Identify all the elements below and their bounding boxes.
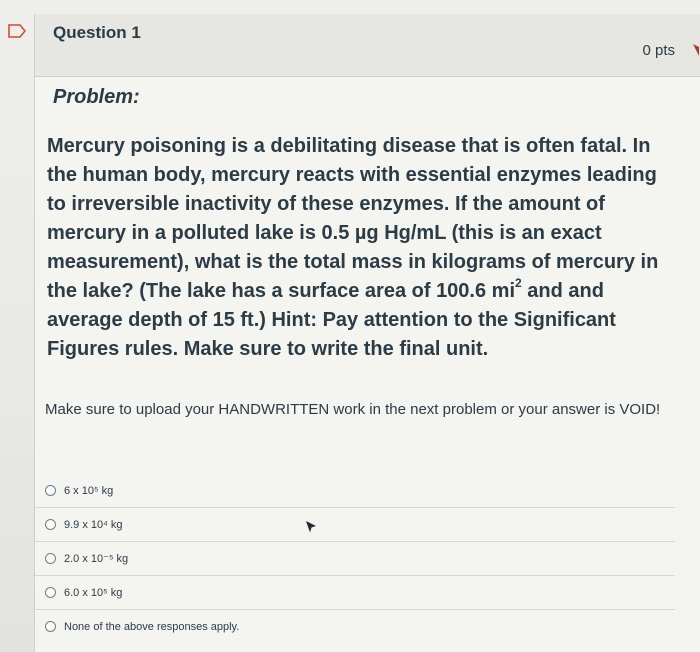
answer-option-label: 6 x 10⁵ kg: [64, 484, 114, 497]
problem-text: [47, 132, 663, 364]
mouse-cursor-icon: [305, 520, 317, 534]
question-points: 0 pts: [642, 42, 675, 59]
answer-option[interactable]: [35, 575, 675, 609]
problem-text-part2: and and average depth of 15 ft.) Hint: Pay attention to the Significant Figures rules. Make sure to write the final unit.: [47, 280, 616, 360]
radio-button[interactable]: [45, 485, 56, 496]
radio-button[interactable]: [45, 587, 56, 598]
question-title: Question 1: [53, 23, 141, 42]
answer-option-label: 6.0 x 10⁵ kg: [64, 586, 123, 599]
answer-option-label: None of the above responses apply.: [64, 620, 240, 633]
problem-text-part1: Mercury poisoning is a debilitating disease that is often fatal. In the human body, mercury reacts with essential enzymes leading to irreversible inactivity of these enzymes. If the amount of mercury in a polluted lake is 0.5 µg Hg/mL (this is an exact measurement), what is the total mass in kilograms of mercury in the lake? (The lake has a surface area of 100.6 mi: [47, 135, 659, 302]
answer-option[interactable]: [35, 474, 675, 507]
flag-question-icon[interactable]: [8, 24, 26, 38]
answer-option-label: 9.9 x 10⁴ kg: [64, 518, 123, 531]
radio-button[interactable]: [45, 519, 56, 530]
question-card: [34, 14, 700, 652]
upload-instruction: Make sure to upload your HANDWRITTEN work in the next problem or your answer is VOID!: [45, 401, 661, 418]
problem-superscript: 2: [515, 276, 522, 291]
answer-option[interactable]: [35, 507, 675, 541]
question-header: [35, 14, 700, 77]
problem-label: Problem:: [53, 86, 140, 108]
answer-option-label: 2.0 x 10⁻⁵ kg: [64, 553, 129, 565]
radio-button[interactable]: [45, 553, 56, 564]
radio-button[interactable]: [45, 621, 56, 632]
answer-options: [35, 474, 675, 643]
answer-option[interactable]: [35, 541, 675, 575]
answer-option[interactable]: [35, 609, 675, 643]
corner-mark-icon: [693, 44, 699, 56]
